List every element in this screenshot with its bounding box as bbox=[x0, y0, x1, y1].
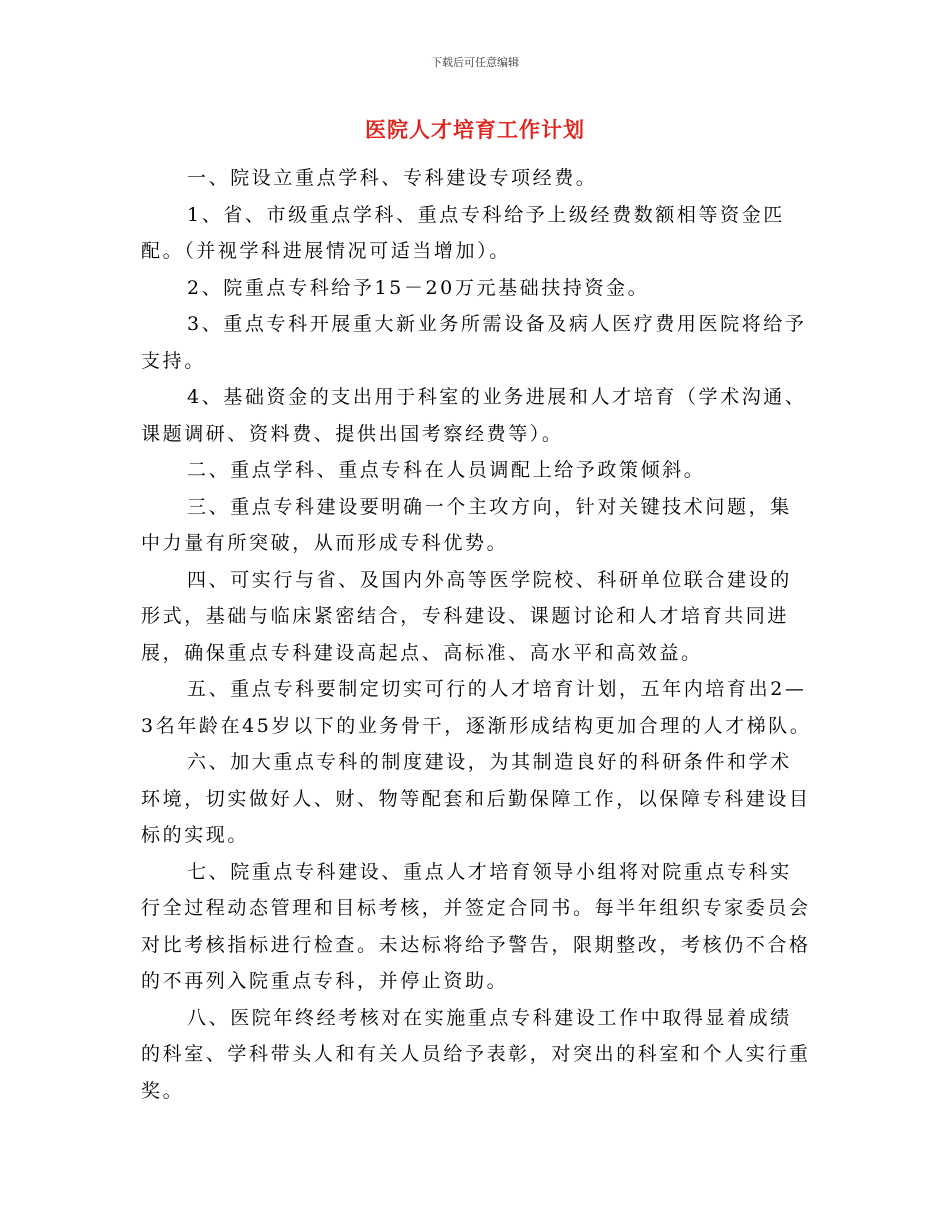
paragraph-9: 五、重点专科要制定切实可行的人才培育计划，五年内培育出2—3名年龄在45岁以下的业务骨干，逐渐形成结构更加合理的人才梯队。 bbox=[141, 678, 812, 737]
header-note: 下载后可任意编辑 bbox=[431, 56, 519, 69]
paragraph-7: 三、重点专科建设要明确一个主攻方向，针对关键技术问题，集中力量有所突破，从而形成专科优势。 bbox=[141, 495, 792, 554]
paragraph-4: 3、重点专科开展重大新业务所需设备及病人医疗费用医院将给予支持。 bbox=[141, 313, 807, 372]
paragraph-12: 八、医院年终经考核对在实施重点专科建设工作中取得显着成绩的科室、学科带头人和有关人员给予表彰，对突出的科室和个人实行重奖。 bbox=[141, 1006, 811, 1102]
paragraph-10: 六、加大重点专科的制度建设，为其制造良好的科研条件和学术环境，切实做好人、财、物等配套和后勤保障工作，以保障专科建设目标的实现。 bbox=[141, 751, 811, 846]
paragraph-5: 4、基础资金的支出用于科室的业务进展和人才培育（学术沟通、课题调研、资料费、提供出国考察经费等）。 bbox=[141, 386, 807, 445]
paragraph-6: 二、重点学科、重点专科在人员调配上给予政策倾斜。 bbox=[187, 459, 706, 481]
paragraph-2: 1、省、市级重点学科、重点专科给予上级经费数额相等资金匹配。（并视学科进展情况可适当增加）。 bbox=[141, 203, 785, 262]
document-title: 医院人才培育工作计划 bbox=[365, 118, 585, 142]
document-body bbox=[141, 160, 813, 1109]
paragraph-1: 一、院设立重点学科、专科建设专项经费。 bbox=[187, 167, 598, 189]
paragraph-8: 四、可实行与省、及国内外高等医学院校、科研单位联合建设的形式，基础与临床紧密结合，专科建设、课题讨论和人才培育共同进展，确保重点专科建设高起点、高标准、高水平和高效益。 bbox=[141, 568, 792, 664]
paragraph-11: 七、院重点专科建设、重点人才培育领导小组将对院重点专科实行全过程动态管理和目标考核，并签定合同书。每半年组织专家委员会对比考核指标进行检查。未达标将给予警告，限期整改，考核仍不合格的不再列入院重点专科，并停止资助。 bbox=[141, 860, 811, 992]
paragraph-3: 2、院重点专科给予15－20万元基础扶持资金。 bbox=[187, 276, 650, 299]
